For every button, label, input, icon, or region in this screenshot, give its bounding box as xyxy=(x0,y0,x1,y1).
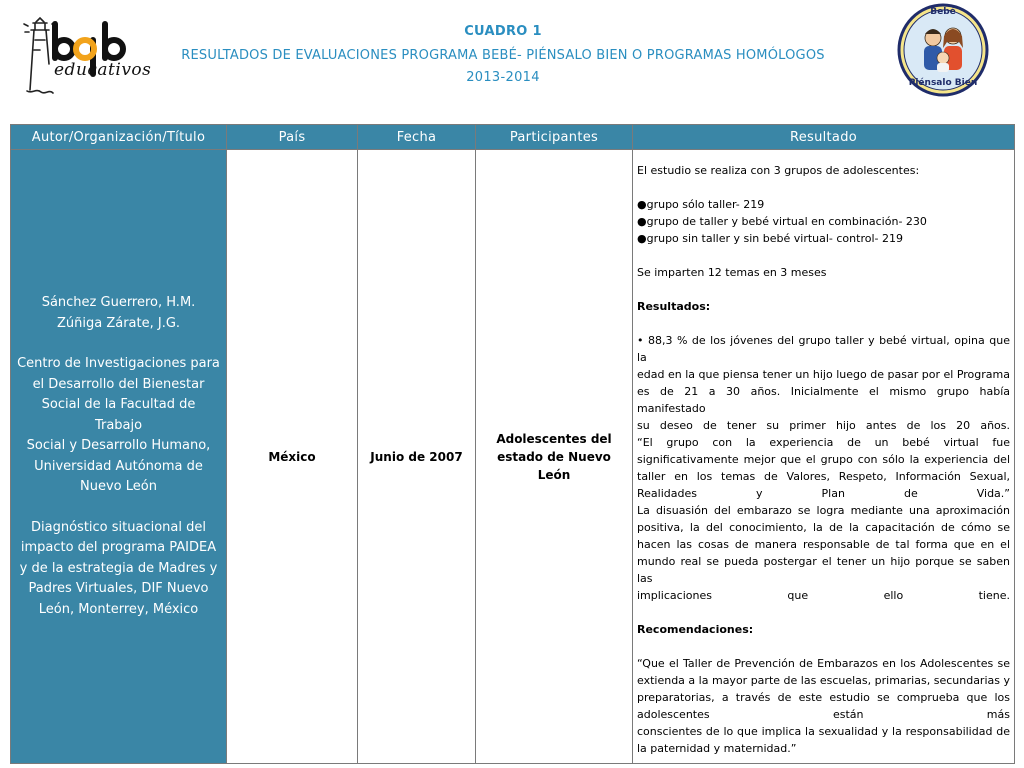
results-line: edad en la que piensa tener un hijo luego de pasar por el Programa xyxy=(637,368,1010,381)
column-header-result: Resultado xyxy=(633,125,1015,150)
column-header-participants: Participantes xyxy=(476,125,633,150)
results-table xyxy=(10,124,1015,764)
result-group: ●grupo sólo taller- 219 xyxy=(637,198,765,211)
title-line: y de la estrategia de Madres y xyxy=(19,560,218,576)
bebe-piensalo-bien-seal xyxy=(897,2,989,98)
column-header-date: Fecha xyxy=(358,125,476,150)
results-line: taller en los temas de Valores, Respeto, Información Sexual, xyxy=(637,470,1010,483)
recommendations-line: extienda a la mayor parte de las escuelas, primarias, secundarias y xyxy=(637,674,1010,687)
results-line: su deseo de tener su primer hijo antes de los 20 años. xyxy=(637,419,1010,432)
results-heading: Resultados: xyxy=(637,300,711,313)
result-cell xyxy=(633,150,1015,764)
lighthouse-icon xyxy=(22,14,132,98)
recommendations-line: conscientes de lo que implica la sexualidad y la responsabilidad de xyxy=(637,725,1010,738)
organization-line: Centro de Investigaciones para xyxy=(17,356,220,371)
table-header-row xyxy=(11,125,1015,150)
date-cell: Junio de 2007 xyxy=(358,150,476,764)
page-title: CUADRO 1 xyxy=(464,24,542,39)
results-line: “El grupo con la experiencia de un bebé virtual fue xyxy=(637,436,1010,449)
organization-line: Social y Desarrollo Humano, xyxy=(26,438,211,453)
results-line: hacen las cosas de manera responsable de tal forma que en el xyxy=(637,538,1010,551)
page-years: 2013-2014 xyxy=(466,70,540,85)
organization-line: Social de la Facultad de Trabajo xyxy=(41,397,196,433)
results-line: positiva, la del conocimiento, la de la capacitación de cómo se xyxy=(637,521,1010,534)
recommendations-line: la paternidad y maternidad.” xyxy=(637,742,797,755)
logo-subtitle: educativos xyxy=(54,60,152,80)
title-line: León, Monterrey, México xyxy=(38,601,199,617)
result-group: ●grupo sin taller y sin bebé virtual- control- 219 xyxy=(637,232,903,245)
country-cell: México xyxy=(227,150,358,764)
result-topics: Se imparten 12 temas en 3 meses xyxy=(637,266,827,279)
table-row xyxy=(11,150,1015,764)
author-cell xyxy=(11,150,227,764)
page-subtitle: RESULTADOS DE EVALUACIONES PROGRAMA BEBÉ- PIÉNSALO BIEN O PROGRAMAS HOMÓLOGOS xyxy=(181,48,825,63)
page-header xyxy=(150,24,856,86)
results-line: Realidades y Plan de Vida.” xyxy=(637,487,1010,500)
participants-cell: Adolescentes del estado de Nuevo León xyxy=(476,150,633,764)
recommendations-line: preparatorias, a través de este estudio se comprueba que los xyxy=(637,691,1010,704)
title-line: impacto del programa PAIDEA xyxy=(20,540,217,555)
results-line: significativamente mejor que el grupo con sólo la experiencia del xyxy=(637,453,1010,466)
column-header-author: Autor/Organización/Título xyxy=(11,125,227,150)
recommendations-heading: Recomendaciones: xyxy=(637,623,754,636)
title-line: Diagnóstico situacional del xyxy=(31,519,206,535)
results-line: La disuasión del embarazo se logra mediante una aproximación xyxy=(637,504,1010,517)
results-line: es de 21 a 30 años. Inicialmente el mismo grupo había manifestado xyxy=(637,385,1010,415)
bpb-educativos-logo xyxy=(22,14,152,98)
seal-top-text: Bebé xyxy=(930,7,956,17)
recommendations-line: “Que el Taller de Prevención de Embarazos en los Adolescentes se xyxy=(637,657,1010,670)
column-header-country: País xyxy=(227,125,358,150)
results-line: mundo real se pueda postergar el tener un hijo porque se saben las xyxy=(637,555,1010,585)
seal-bottom-text: Piénsalo Bien xyxy=(908,78,978,88)
result-group: ●grupo de taller y bebé virtual en combinación- 230 xyxy=(637,215,927,228)
result-intro: El estudio se realiza con 3 grupos de adolescentes: xyxy=(637,164,920,177)
author-line: Sánchez Guerrero, H.M. xyxy=(41,295,196,310)
author-line: Zúñiga Zárate, J.G. xyxy=(56,315,181,331)
title-line: Padres Virtuales, DIF Nuevo xyxy=(28,581,209,596)
results-line: • 88,3 % de los jóvenes del grupo taller y bebé virtual, opina que la xyxy=(637,334,1010,364)
recommendations-line: adolescentes están más xyxy=(637,708,1010,721)
organization-line: Universidad Autónoma de xyxy=(34,458,203,474)
organization-line: Nuevo León xyxy=(80,479,157,494)
results-line: implicaciones que ello tiene. xyxy=(637,589,1010,602)
organization-line: el Desarrollo del Bienestar xyxy=(32,376,205,392)
